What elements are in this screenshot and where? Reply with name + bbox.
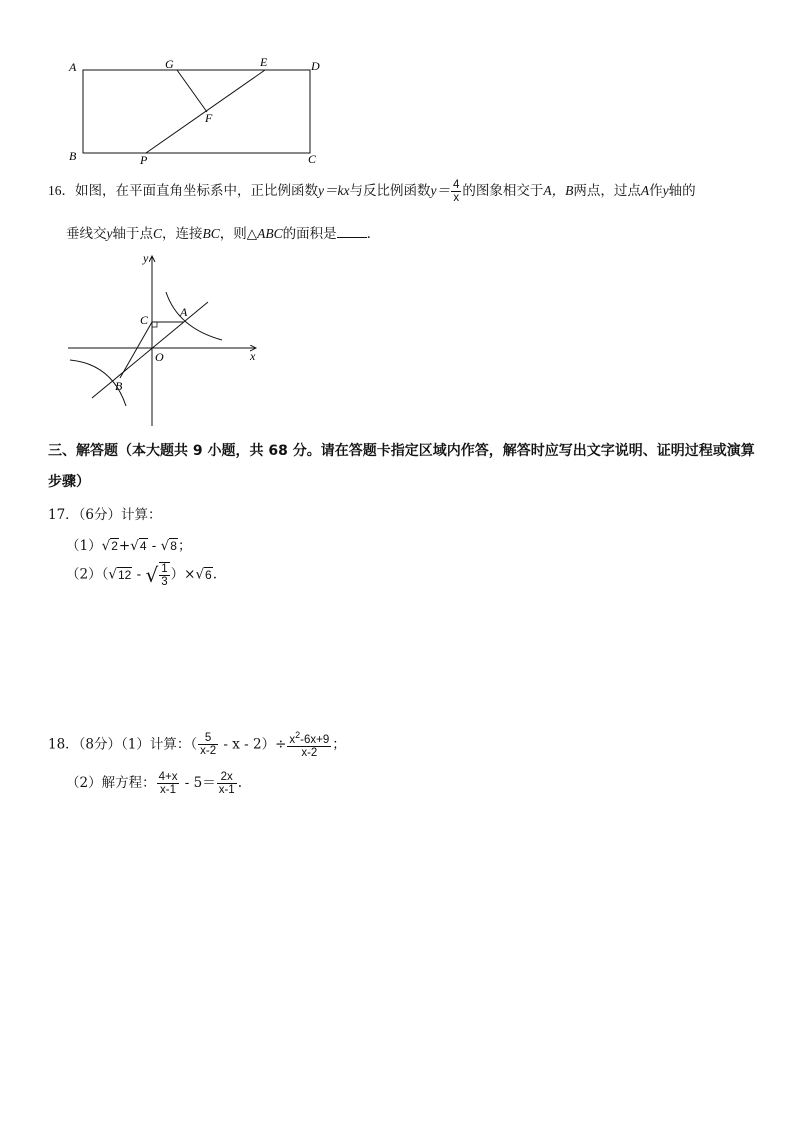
fraction-denominator: 3: [161, 576, 168, 589]
fraction-denominator: x-2: [301, 746, 318, 759]
q16-text: 轴于点: [112, 226, 153, 242]
coordinate-graph: [60, 248, 270, 430]
radicand: 12: [117, 567, 132, 582]
operator: -: [132, 566, 146, 583]
fraction-denominator: x-1: [160, 784, 177, 797]
label-O: O: [155, 350, 164, 364]
q18-part2-label: （2）解方程：: [66, 775, 156, 792]
punctuation: .: [212, 566, 218, 583]
fraction-numerator: 1: [161, 563, 168, 575]
q17-part1-label: （1）: [66, 538, 102, 554]
q18-part1: [48, 731, 346, 759]
q16-line2: [66, 222, 380, 242]
rectangle-abcd: [83, 70, 310, 153]
sqrt-symbol: √: [145, 563, 159, 588]
q16-point-c: C: [153, 226, 163, 241]
q16-text: ，则△: [219, 226, 258, 242]
operator: +: [118, 538, 131, 554]
label-E: E: [260, 55, 268, 69]
label-C: C: [140, 313, 149, 327]
q16-point-a: A: [640, 183, 650, 199]
label-D: D: [311, 59, 320, 73]
q16-text: 的面积是: [282, 226, 337, 242]
fraction-numerator: 2x: [217, 771, 237, 784]
q16-fn2-lhs: y＝: [430, 183, 450, 199]
fraction-numerator: 4: [452, 179, 460, 191]
q16-points: A，B: [543, 183, 574, 199]
fraction-numerator: [287, 731, 331, 747]
radicand: 6: [205, 567, 212, 582]
operator: -: [147, 538, 161, 554]
section3-heading-cont: 步骤）: [48, 474, 90, 490]
fraction: [217, 771, 237, 796]
q16-line1: [48, 179, 696, 204]
q16-text: 两点，过点: [573, 183, 641, 200]
punctuation: ；: [332, 736, 346, 753]
sqrt-symbol: √: [160, 538, 170, 554]
hyperbola-branch-1: [166, 292, 222, 340]
q16-fn1: y＝kx: [318, 183, 350, 199]
label-A: A: [180, 305, 188, 319]
fraction-denominator: x-2: [200, 745, 217, 758]
section3-heading: 三、解答题（本大题共 9 小题，共 68 分。请在答题卡指定区域内作答，解答时应写出文字说明、证明过程或演算: [48, 443, 755, 459]
sqrt-symbol: √: [108, 566, 117, 583]
label-A: A: [69, 60, 77, 74]
sqrt-symbol: √: [195, 566, 205, 583]
q16-axis: y: [106, 226, 113, 241]
answer-blank: [337, 237, 367, 238]
fraction-denominator: x-1: [218, 784, 235, 797]
q17-part2: [66, 562, 217, 588]
sqrt-symbol: √: [101, 538, 111, 554]
term: -6x+9: [300, 733, 330, 746]
fraction-numerator: 4+x: [158, 771, 178, 783]
label-B: B: [69, 149, 77, 163]
term: x: [289, 733, 296, 746]
q16-fraction: [451, 179, 461, 204]
q16-text: ，连接: [162, 226, 203, 242]
fraction: [287, 731, 331, 759]
fraction: [198, 732, 218, 757]
label-B: B: [115, 379, 123, 393]
expression: - x - 2）÷: [219, 736, 287, 753]
exponent: 2: [295, 730, 301, 740]
radicand: 4: [139, 539, 147, 553]
fraction-denominator: x: [453, 192, 460, 205]
q16-triangle-abc: ABC: [257, 226, 283, 241]
expression: - 5＝: [180, 775, 216, 792]
q16-text: 与反比例函数: [349, 183, 431, 200]
label-F: F: [205, 111, 213, 125]
punctuation: ；: [177, 538, 192, 554]
q16-text: 的图象相交于: [462, 183, 544, 200]
line-y-kx: [92, 302, 208, 398]
q16-text: 垂线交: [66, 226, 107, 242]
segment-bc: [120, 322, 152, 378]
q17-part1: [66, 534, 191, 554]
right-angle-mark: [152, 322, 157, 327]
segment-gf: [177, 70, 207, 112]
radicand: 8: [170, 539, 177, 553]
rectangle-figure: [60, 52, 340, 172]
q18-header: 18．（8分）（1）计算：（: [48, 736, 198, 753]
sqrt-symbol: √: [130, 538, 139, 554]
q16-text: 作: [649, 183, 663, 200]
punctuation: .: [237, 775, 242, 792]
fraction-numerator: 5: [198, 732, 218, 745]
q17-part2-label: （2）（: [66, 566, 109, 583]
label-G: G: [165, 57, 174, 71]
q16-segment-bc: BC: [202, 226, 220, 241]
sqrt-fraction: [159, 562, 169, 588]
label-x: x: [250, 349, 256, 363]
radicand: 2: [111, 539, 118, 553]
label-C: C: [308, 152, 317, 166]
q16-text: 轴的: [668, 183, 696, 200]
q18-part2: [66, 771, 242, 796]
q16-text: 如图，在平面直角坐标系中，正比例函数: [75, 183, 318, 200]
q17-header: 17．（6分）计算：: [48, 507, 162, 523]
label-P: P: [140, 153, 148, 167]
fraction: [157, 771, 180, 796]
q16-axis: y: [662, 183, 669, 199]
operator: ）×: [170, 566, 196, 583]
q16-number: 16．: [48, 183, 75, 199]
label-y: y: [143, 251, 149, 265]
q16-text: ．: [366, 226, 381, 242]
